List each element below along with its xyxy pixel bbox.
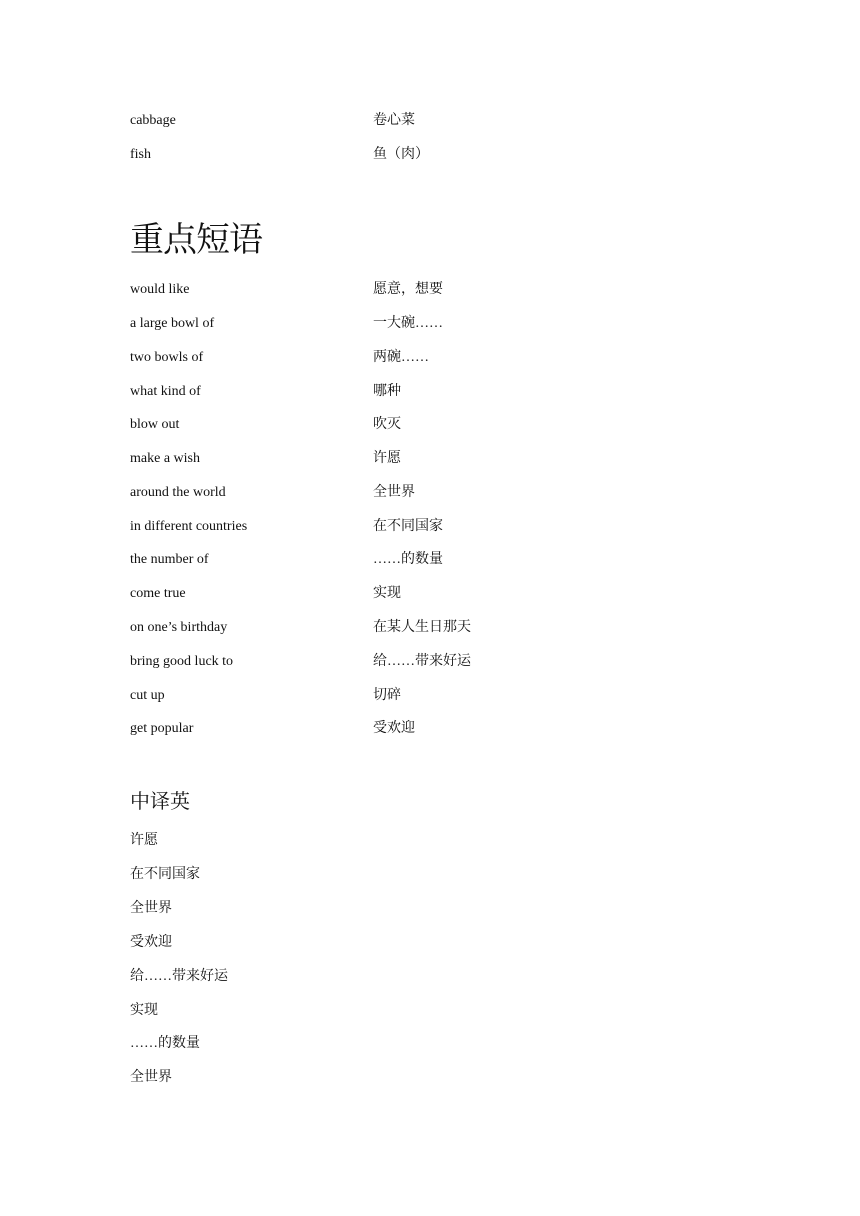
phrase-chinese: 给……带来好运 [373, 654, 471, 669]
phrase-english: in different countries [130, 519, 248, 534]
translate-item: 全世界 [130, 901, 172, 916]
phrase-chinese: 全世界 [373, 485, 415, 500]
vocab-chinese: 鱼（肉） [373, 147, 429, 162]
phrases-heading: 重点短语 [130, 220, 262, 260]
phrase-chinese: 哪种 [373, 384, 401, 399]
vocab-english: fish [130, 147, 151, 162]
phrase-chinese: 切碎 [373, 688, 401, 703]
phrase-chinese: 在不同国家 [373, 519, 443, 534]
phrase-chinese: 受欢迎 [373, 721, 415, 736]
phrase-chinese: 许愿 [373, 451, 401, 466]
translate-item: 许愿 [130, 833, 158, 848]
translate-item: 给……带来好运 [130, 969, 228, 984]
phrase-english: get popular [130, 721, 194, 736]
translate-heading: 中译英 [130, 791, 190, 813]
vocab-chinese: 卷心菜 [373, 113, 415, 128]
phrase-english: cut up [130, 688, 165, 703]
phrase-english: come true [130, 586, 186, 601]
translate-item: ……的数量 [130, 1036, 200, 1051]
phrase-chinese: ……的数量 [373, 552, 443, 567]
phrase-english: make a wish [130, 451, 200, 466]
phrase-english: around the world [130, 485, 226, 500]
phrase-chinese: 一大碗…… [373, 316, 443, 331]
phrase-chinese: 在某人生日那天 [373, 620, 471, 635]
phrase-chinese: 吹灭 [373, 417, 401, 432]
phrase-english: blow out [130, 417, 180, 432]
phrase-chinese: 实现 [373, 586, 401, 601]
vocab-english: cabbage [130, 113, 176, 128]
phrase-english: the number of [130, 552, 209, 567]
translate-item: 全世界 [130, 1070, 172, 1085]
translate-item: 在不同国家 [130, 867, 200, 882]
translate-item: 受欢迎 [130, 935, 172, 950]
phrase-english: two bowls of [130, 350, 204, 365]
phrase-chinese: 两碗…… [373, 350, 429, 365]
phrase-english: a large bowl of [130, 316, 215, 331]
phrase-english: bring good luck to [130, 654, 234, 669]
phrase-english: would like [130, 282, 190, 297]
phrase-english: what kind of [130, 384, 201, 399]
phrase-chinese: 愿意，想要 [373, 282, 443, 297]
translate-item: 实现 [130, 1003, 158, 1018]
phrase-english: on one’s birthday [130, 620, 228, 635]
